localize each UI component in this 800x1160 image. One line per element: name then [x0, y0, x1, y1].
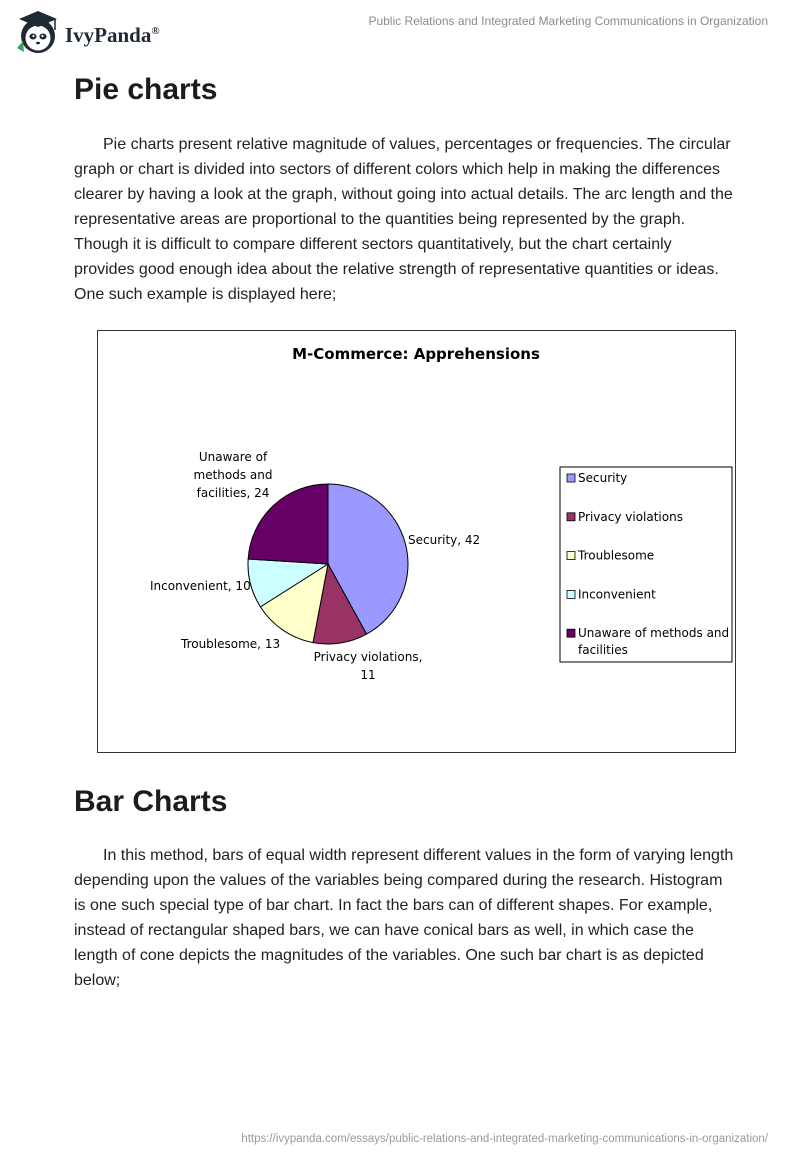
legend-swatch-security — [567, 474, 575, 482]
data-label-security: Security, 42 — [408, 533, 481, 547]
document-title: Public Relations and Integrated Marketing Communications in Organization — [368, 14, 768, 28]
data-label-troublesome: Troublesome, 13 — [181, 637, 281, 651]
legend-label-unaware-of-methods-and-facilities: Unaware of methods and facilities — [578, 626, 730, 658]
legend-label-security: Security — [578, 471, 628, 485]
panda-logo-icon — [15, 8, 61, 56]
data-label-privacy-violations: Privacy violations, 11 — [313, 650, 423, 682]
legend-label-troublesome: Troublesome — [578, 548, 655, 563]
legend-label-privacy-violations: Privacy violations — [578, 509, 683, 524]
bar-charts-heading: Bar Charts — [74, 785, 228, 818]
pie-chart — [98, 331, 735, 752]
page-header — [0, 0, 800, 66]
legend-swatch-troublesome — [567, 552, 575, 560]
legend-swatch-unaware-of-methods-and-facilities — [567, 629, 575, 637]
bar-charts-paragraph: In this method, bars of equal width represent different values in the form of varying length depending upon the values of the variables being compared during the research. Histogram is one such special type of bar chart. In fact the bars can of different shapes. For example, instead of rectangular shaped bars, we can have conical bars as well, in which case the length of cone depicts the magnitudes of the variables. One such bar chart is as depicted below; — [74, 847, 734, 989]
chart-title: M-Commerce: Apprehensions — [292, 345, 540, 363]
legend-label-inconvenient: Inconvenient — [578, 587, 656, 602]
pie-charts-heading: Pie charts — [74, 73, 218, 106]
source-url[interactable]: https://ivypanda.com/essays/public-relations-and-integrated-marketing-communications-in-organization/ — [241, 1133, 768, 1145]
pie-charts-paragraph: Pie charts present relative magnitude of values, percentages or frequencies. The circular graph or chart is divided into sectors of different colors which help in making the differences clearer by having a look at the graph, without going into actual details. The arc length and the representative areas are proportional to the quantities being represented by the graph. Though it is difficult to compare different sectors quantitatively, but the chart certainly provides good enough idea about the relative strength of representative quantities or ideas. One such example is displayed here; — [74, 136, 733, 303]
logo-wordmark: IvyPanda® — [65, 22, 160, 47]
data-label-unaware-of-methods-and-facilities: Unaware of methods and facilities, 24 — [193, 450, 273, 500]
legend-swatch-inconvenient — [567, 590, 575, 598]
ivypanda-logo[interactable] — [15, 8, 160, 56]
data-label-inconvenient: Inconvenient, 10 — [150, 579, 251, 593]
pie-chart-figure — [97, 330, 736, 753]
legend-swatch-privacy-violations — [567, 513, 575, 521]
